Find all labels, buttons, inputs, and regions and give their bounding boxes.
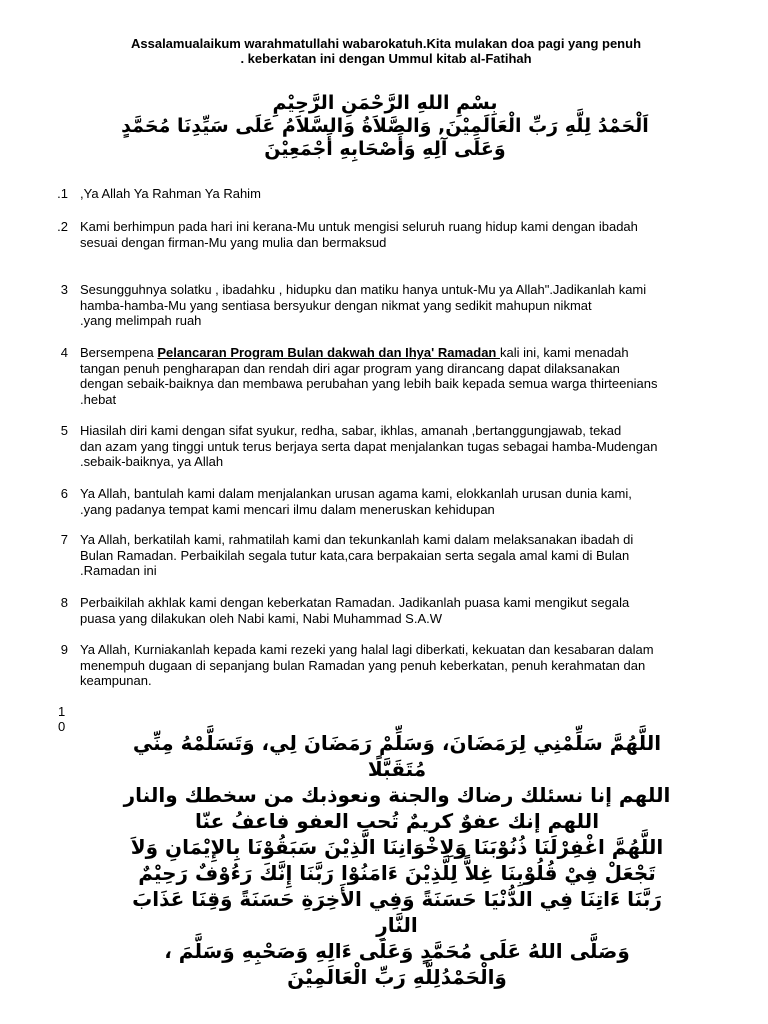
item-line: tangan penuh pengharapan dan rendah diri agar program yang dirancang dapat dilaksanakan	[80, 360, 620, 376]
arabic-closing-line: تَجْعَلْ فِيْ قُلُوْبِنَا غِلاًّ لِلَّذِيْنَ ءَامَنُوْا رَبَّنَا إِنَّكَ رَءُوْفٌ رَحِيْمٌ	[138, 861, 656, 885]
item-text	[80, 595, 720, 626]
item-prefix: Bersempena	[80, 345, 158, 360]
item-line: sesuai dengan firman-Mu yang mulia dan bermaksud	[80, 234, 387, 250]
item-line: .sebaik-baiknya, ya Allah	[80, 454, 224, 469]
item-text	[80, 345, 720, 407]
arabic-closing-line: اللَّهُمَّ اغْفِرْلَنَا ذُنُوْبَنَا وَلِاخْوَانِنَا الَّذِيْنَ سَبَقُوْنَا بِالإِيْمَانِ وَلاَ	[130, 835, 664, 859]
item-line: Sesungguhnya solatku , ibadahku , hidupku dan matiku hanya untuk-Mu ya Allah".Jadikanlah kami	[80, 282, 647, 297]
arabic-closing-line: مُتَقَبَّلًا	[367, 757, 427, 781]
arabic-closing-line: اللَّهُمَّ سَلِّمْنِي لِرَمَضَانَ، وَسَلِّمْ رَمَضَانَ لِي، وَتَسَلَّمْهُ مِنِّي	[132, 731, 662, 755]
item-line: Ya Allah, berkatilah kami, rahmatilah kami dan tekunkanlah kami dalam melaksanakan ibadah di	[80, 532, 634, 547]
intro-line-1: Assalamualaikum warahmatullahi wabarokatuh.Kita mulakan doa pagi yang penuh	[130, 36, 642, 51]
item-number: 9	[60, 642, 68, 657]
item-text	[80, 219, 720, 250]
arabic-opening	[60, 92, 710, 161]
arabic-closing-line: اللهم إنا نسئلك رضاك والجنة ونعوذبك من سخطك والنار	[123, 783, 671, 807]
item-line: Bulan Ramadan. Perbaikilah segala tutur kata,cara berpakaian serta segala amal kami di Bulan	[80, 547, 630, 563]
item-text	[80, 532, 720, 579]
item-line: menempuh dugaan di sepanjang bulan Ramadan yang penuh keberkatan, penuh kerahmatan dan	[80, 657, 646, 673]
item-line: Perbaikilah akhlak kami dengan keberkatan Ramadan. Jadikanlah puasa kami mengikut segala	[80, 595, 630, 610]
item-line: Hiasilah diri kami dengan sifat syukur, redha, sabar, ikhlas, amanah ,bertanggungjawab, tekad	[80, 423, 622, 438]
arabic-closing	[86, 730, 708, 990]
item-text	[80, 282, 720, 329]
item-line: .yang melimpah ruah	[80, 313, 202, 328]
item-line: hamba-hamba-Mu yang sentiasa bersyukur dengan nikmat yang sedikit mahupun nikmat	[80, 297, 592, 313]
item-line: Ya Allah, Kurniakanlah kepada kami rezeki yang halal lagi diberkati, kekuatan dan kesabaran dalam	[80, 642, 654, 657]
item-line: keampunan.	[80, 673, 152, 688]
item-text	[80, 423, 720, 470]
item-line: Ya Allah, bantulah kami dalam menjalankan urusan agama kami, elokkanlah urusan dunia kami,	[80, 486, 632, 501]
arabic-opening-line: اَلْحَمْدُ لِلَّهِ رَبِّ الْعَالَمِيْنَ, وَالصَّلاَةُ وَالسَّلاَمُ عَلَى سَيِّدِنَا مُحَمَّدٍ	[121, 115, 649, 137]
arabic-closing-line: وَالْحَمْدُلِلَّهِ رَبِّ الْعَالَمِيْنَ	[287, 965, 507, 989]
item-line: Kami berhimpun pada hari ini kerana-Mu untuk mengisi seluruh ruang hidup kami dengan ibadah	[80, 219, 638, 234]
item-number: .2	[57, 219, 68, 234]
item-number-10: 10	[58, 704, 66, 734]
item-suffix: kali ini, kami menadah	[499, 345, 629, 360]
item-text	[80, 486, 720, 517]
item-line	[80, 345, 720, 361]
item-text	[80, 186, 720, 202]
item-line: puasa yang dilakukan oleh Nabi kami, Nabi Muhammad S.A.W	[80, 610, 443, 626]
item-number: 8	[60, 595, 68, 610]
item-line: ,Ya Allah Ya Rahman Ya Rahim	[80, 186, 261, 201]
item-line: .Ramadan ini	[80, 563, 157, 578]
item-text	[80, 642, 720, 689]
item-number: 4	[60, 345, 68, 360]
intro-text	[80, 36, 692, 66]
item-number: .1	[57, 186, 68, 201]
item-line: dengan sebaik-baiknya dan membawa perubahan yang lebih baik kepada semua warga thirteenians	[80, 376, 658, 391]
item-line: .hebat	[80, 391, 117, 407]
arabic-closing-line: اللهم إنك عفوٌ كريمٌ تُحب العفو فاعفُ عنّا	[194, 809, 600, 833]
item-line: dan azam yang tinggi untuk terus berjaya serta dapat menjalankan tugas sebagai hamba-Mudengan	[80, 438, 658, 454]
item-number: 6	[60, 486, 68, 501]
item-number: 3	[60, 282, 68, 297]
arabic-closing-line: النَّارِ	[376, 913, 418, 937]
arabic-opening-line: بِسْمِ اللهِ الرَّحْمَنِ الرَّحِيْمِ	[272, 92, 498, 114]
arabic-closing-line: وَصَلَّى اللهُ عَلَى مُحَمَّدٍ وَعَلَى ءَالِهِ وَصَحْبِهِ وَسَلَّمَ ،	[164, 939, 630, 963]
arabic-closing-line: رَبَّنَا ءَاتِنَا فِي الدُّنْيَا حَسَنَةً وَفِي الأَخِرَةِ حَسَنَةً وَقِنَا عَذَابَ	[132, 887, 662, 911]
item-number: 5	[60, 423, 68, 438]
program-name: Pelancaran Program Bulan dakwah dan Ihya' Ramadan	[157, 345, 500, 360]
item-number: 7	[60, 532, 68, 547]
arabic-opening-line: وَعَلَى آلِهِ وَأَصْحَابِهِ أَجْمَعِيْنَ	[264, 138, 506, 160]
intro-line-2: . keberkatan ini dengan Ummul kitab al-Fatihah	[240, 51, 532, 66]
item-line: .yang padanya tempat kami mencari ilmu dalam meneruskan kehidupan	[80, 501, 495, 517]
